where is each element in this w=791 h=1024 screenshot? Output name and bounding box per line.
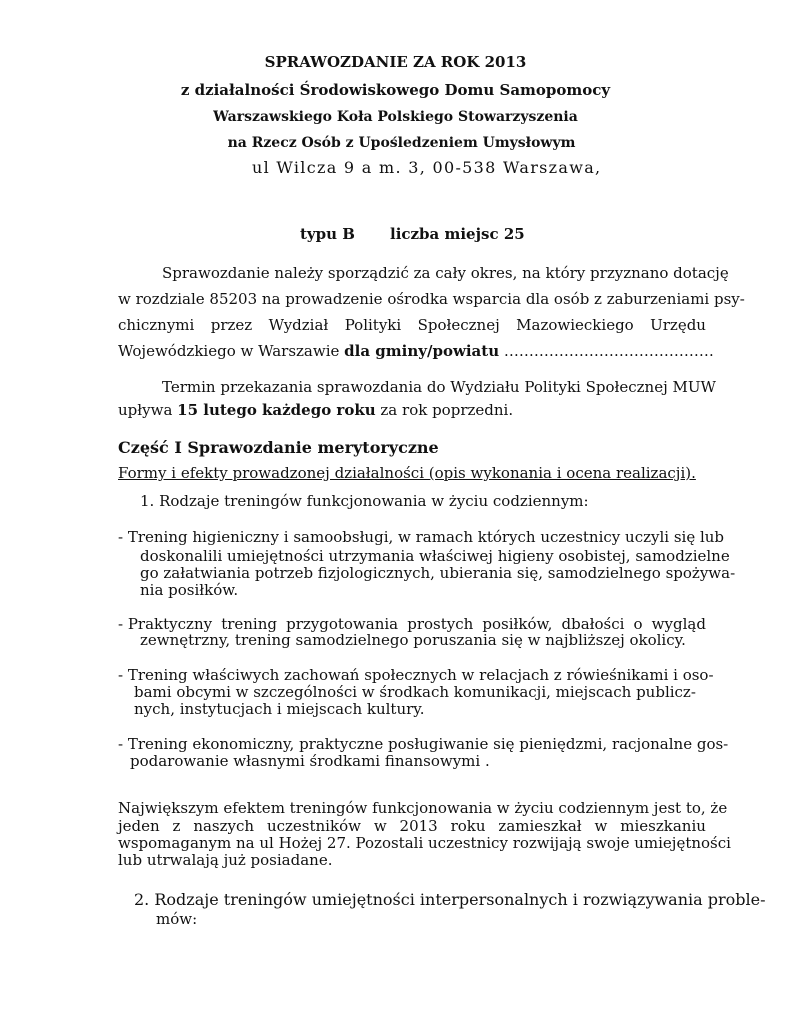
text-run: Wojewódzkiego w Warszawie	[118, 342, 345, 360]
word: z	[172, 817, 181, 835]
word: w	[594, 817, 608, 835]
deadline-date: 15 lutego każdego roku	[177, 401, 376, 419]
word: przygotowania	[286, 615, 399, 633]
word: Urzędu	[650, 316, 706, 334]
deadline-paragraph-line	[118, 400, 513, 420]
word: Wydział	[268, 316, 329, 334]
bullet-line: go załatwiania potrzeb fizjologicznych, ubierania się, samodzielnego spożywa-	[140, 564, 736, 582]
organization-address: ul Wilcza 9 a m. 3, 00-538 Warszawa,	[252, 158, 602, 177]
word: naszych	[193, 817, 255, 835]
word: przez	[210, 316, 253, 334]
text-run: za rok poprzedni.	[375, 401, 514, 419]
word: w	[373, 817, 387, 835]
effect-paragraph-line: wspomaganym na ul Hożej 27. Pozostali uczestnicy rozwijają swoje umiejętności	[118, 834, 731, 852]
numbered-item-2-continuation: mów:	[156, 910, 198, 928]
word: 2013	[399, 817, 438, 835]
report-title: SPRAWOZDANIE ZA ROK 2013	[264, 53, 527, 71]
effect-paragraph-line: Największym efektem treningów funkcjonowania w życiu codziennym jest to, że	[118, 799, 728, 817]
text-run: upływa	[118, 401, 178, 419]
effect-paragraph-line: lub utrwalają już posiadane.	[118, 851, 333, 869]
report-subtitle: z działalności Środowiskowego Domu Samopomocy	[180, 81, 611, 99]
bold-text-run: dla gminy/powiatu	[344, 342, 500, 360]
word: uczestników	[266, 817, 361, 835]
word: o	[633, 615, 643, 633]
word: Społecznej	[417, 316, 500, 334]
intro-paragraph-line: w rozdziale 85203 na prowadzenie ośrodka wsparcia dla osób z zaburzeniami psy-	[118, 290, 745, 308]
organization-name-line2: na Rzecz Osób z Upośledzeniem Umysłowym	[227, 135, 576, 151]
bullet-line: zewnętrzny, trening samodzielnego poruszania się w najbliższej okolicy.	[140, 631, 686, 649]
fill-in-dots: ……………………………………	[499, 342, 714, 360]
places-count: liczba miejsc 25	[390, 225, 525, 243]
intro-paragraph-line	[118, 315, 706, 335]
bullet-line: - Trening higieniczny i samoobsługi, w ramach których uczestnicy uczyli się lub	[118, 528, 725, 546]
bullet-line: - Trening ekonomiczny, praktyczne posługiwanie się pieniędzmi, racjonalne gos-	[118, 735, 729, 753]
word: Polityki	[344, 316, 402, 334]
bullet-line: - Trening właściwych zachowań społecznych w relacjach z rówieśnikami i oso-	[118, 666, 714, 684]
word: roku	[450, 817, 486, 835]
word: trening	[221, 615, 277, 633]
bullet-line: nych, instytucjach i miejscach kultury.	[134, 700, 425, 718]
word: chicznymi	[118, 316, 195, 334]
word: Mazowieckiego	[516, 316, 634, 334]
section-heading: Część I Sprawozdanie merytoryczne	[118, 438, 439, 457]
word: wygląd	[651, 615, 706, 633]
word: prostych	[407, 615, 474, 633]
bullet-line: podarowanie własnymi środkami finansowymi .	[130, 752, 490, 770]
intro-paragraph-line	[118, 341, 714, 361]
word: - Praktyczny	[118, 615, 213, 633]
word: dbałości	[561, 615, 625, 633]
word: jeden	[118, 817, 160, 835]
bullet-line: doskonalili umiejętności utrzymania właściwej higieny osobistej, samodzielne	[140, 547, 730, 565]
bullet-line: bami obcymi w szczególności w środkach komunikacji, miejscach publicz-	[134, 683, 696, 701]
organization-name-line1: Warszawskiego Koła Polskiego Stowarzyszenia	[213, 109, 578, 125]
bullet-line: nia posiłków.	[140, 581, 239, 599]
deadline-paragraph-line: Termin przekazania sprawozdania do Wydziału Polityki Społecznej MUW	[162, 378, 716, 396]
word: mieszkaniu	[620, 817, 706, 835]
numbered-item-2: 2. Rodzaje treningów umiejętności interpersonalnych i rozwiązywania proble-	[134, 890, 766, 909]
section-subheading: Formy i efekty prowadzonej działalności (opis wykonania i ocena realizacji).	[118, 464, 696, 482]
facility-type: typu B	[300, 225, 355, 243]
word: posiłków,	[482, 615, 553, 633]
intro-paragraph-line: Sprawozdanie należy sporządzić za cały okres, na który przyznano dotację	[162, 264, 729, 282]
word: zamieszkał	[498, 817, 582, 835]
numbered-item-1: 1. Rodzaje treningów funkcjonowania w życiu codziennym:	[140, 492, 589, 510]
